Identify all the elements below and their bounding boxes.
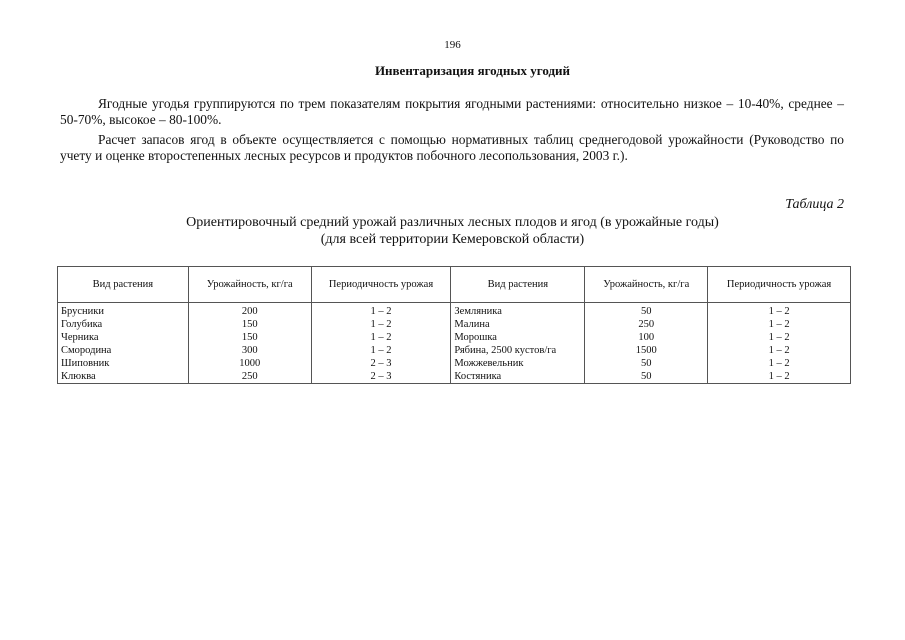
cell-periodicity: 1 – 2: [708, 331, 851, 344]
cell-plant: Рябина, 2500 кустов/га: [451, 344, 585, 357]
cell-periodicity: 1 – 2: [311, 331, 451, 344]
cell-yield: 250: [188, 370, 311, 384]
cell-plant: Малина: [451, 318, 585, 331]
cell-yield: 50: [585, 357, 708, 370]
caption-line-1: Ориентировочный средний урожай различных лесных плодов и ягод (в урожайные годы): [186, 215, 719, 230]
cell-yield: 1500: [585, 344, 708, 357]
cell-periodicity: 1 – 2: [311, 344, 451, 357]
cell-yield: 1000: [188, 357, 311, 370]
table-row: [58, 303, 851, 319]
cell-periodicity: 1 – 2: [708, 357, 851, 370]
cell-plant: Брусники: [58, 303, 189, 319]
paragraph-reserve-calculation: [60, 132, 844, 164]
table-row: [58, 370, 851, 384]
caption-line-2: (для всей территории Кемеровской области): [320, 232, 585, 247]
cell-plant: Морошка: [451, 331, 585, 344]
section-heading: Инвентаризация ягодных угодий: [374, 63, 571, 78]
cell-periodicity: 1 – 2: [708, 370, 851, 384]
cell-yield: 250: [585, 318, 708, 331]
table-row: [58, 331, 851, 344]
table-row: [58, 344, 851, 357]
cell-yield: 100: [585, 331, 708, 344]
cell-yield: 200: [188, 303, 311, 319]
table-row: [58, 318, 851, 331]
paragraph-coverage-groups: [60, 96, 844, 128]
cell-plant: Костяника: [451, 370, 585, 384]
cell-plant: Клюква: [58, 370, 189, 384]
cell-periodicity: 1 – 2: [311, 318, 451, 331]
cell-yield: 50: [585, 303, 708, 319]
table-row: [58, 357, 851, 370]
table-label: Таблица 2: [785, 197, 844, 212]
cell-yield: 150: [188, 331, 311, 344]
table-caption: [0, 214, 905, 248]
cell-periodicity: 2 – 3: [311, 357, 451, 370]
paragraph-text: Расчет запасов ягод в объекте осуществляется с помощью нормативных таблиц среднегодовой урожайности (Руководство по учету и оценке второстепенных лесных ресурсов и продуктов побочного лесопользования, 2003 г.).: [60, 132, 844, 163]
header-periodicity: Периодичность урожая: [311, 267, 451, 303]
cell-plant: Смородина: [58, 344, 189, 357]
header-periodicity: Периодичность урожая: [708, 267, 851, 303]
cell-plant: Шиповник: [58, 357, 189, 370]
cell-plant: Голубика: [58, 318, 189, 331]
header-plant-species: Вид растения: [58, 267, 189, 303]
cell-plant: Черника: [58, 331, 189, 344]
header-yield: Урожайность, кг/га: [188, 267, 311, 303]
cell-yield: 150: [188, 318, 311, 331]
cell-periodicity: 2 – 3: [311, 370, 451, 384]
cell-periodicity: 1 – 2: [708, 318, 851, 331]
paragraph-text: Ягодные угодья группируются по трем показателям покрытия ягодными растениями: относительно низкое – 10-40%, среднее – 50-70%, высокое – 80-100%.: [60, 96, 844, 127]
cell-periodicity: 1 – 2: [708, 344, 851, 357]
yield-table: [57, 266, 851, 384]
cell-yield: 50: [585, 370, 708, 384]
cell-yield: 300: [188, 344, 311, 357]
header-yield: Урожайность, кг/га: [585, 267, 708, 303]
cell-plant: Можжевельник: [451, 357, 585, 370]
table-header-row: [58, 267, 851, 303]
page-number: 196: [444, 39, 461, 51]
cell-periodicity: 1 – 2: [708, 303, 851, 319]
header-plant-species: Вид растения: [451, 267, 585, 303]
cell-plant: Земляника: [451, 303, 585, 319]
cell-periodicity: 1 – 2: [311, 303, 451, 319]
